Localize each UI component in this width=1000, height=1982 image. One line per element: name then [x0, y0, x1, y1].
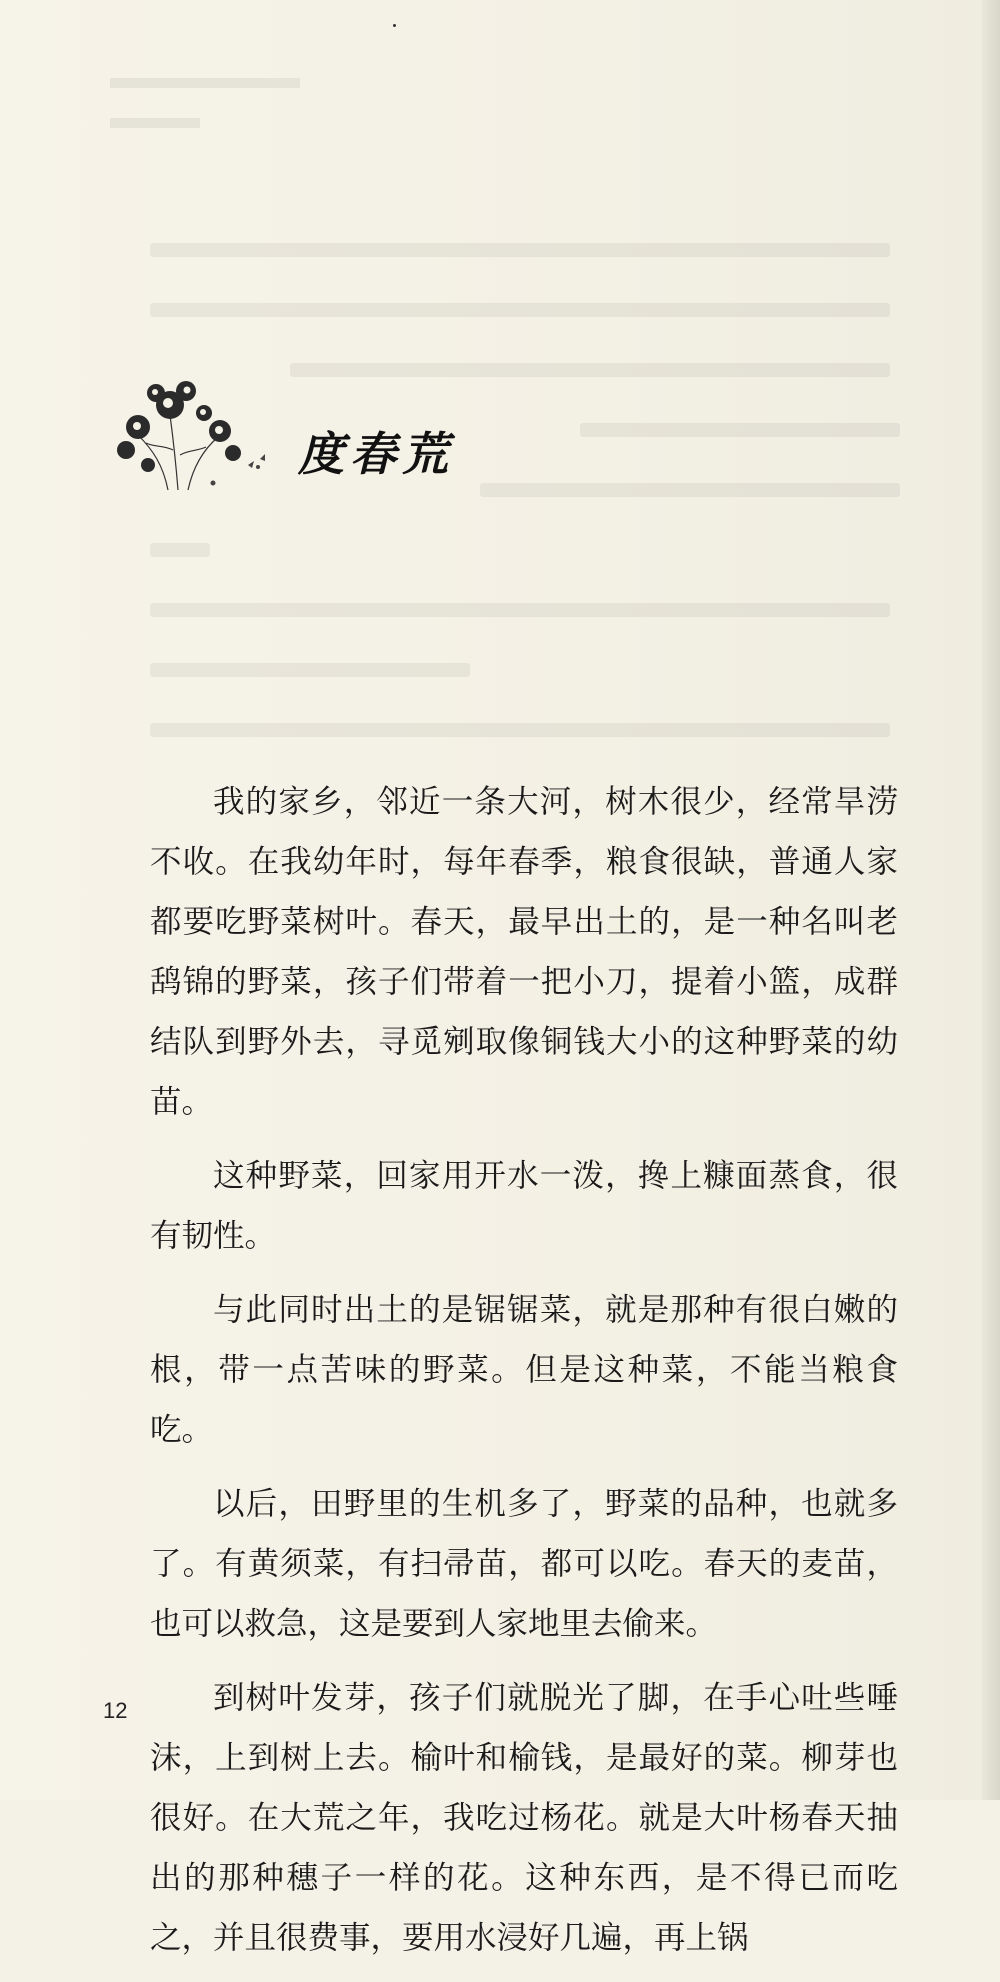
paragraph: 这种野菜，回家用开水一泼，搀上糠面蒸食，很有韧性。	[150, 1158, 898, 1254]
print-speck	[393, 24, 396, 27]
page-edge	[982, 0, 1000, 1800]
body-text	[150, 772, 898, 1982]
paragraph: 到树叶发芽，孩子们就脱光了脚，在手心吐些唾沫，上到树上去。榆叶和榆钱，是最好的菜。柳芽也很好。在大荒之年，我吃过杨花。就是大叶杨春天抽出的那种穗子一样的花。这种东西，是不得已而吃之，并且很费事，要用水浸好几遍，再上锅	[150, 1680, 898, 1956]
chapter-title: 度春荒	[298, 427, 454, 481]
page-number: 12	[103, 1698, 128, 1723]
paragraph: 与此同时出土的是锯锯菜，就是那种有很白嫩的根，带一点苦味的野菜。但是这种菜，不能当粮食吃。	[150, 1292, 898, 1448]
flower-illustration-icon	[108, 355, 278, 495]
show-through-line	[150, 723, 890, 737]
show-through-line	[150, 243, 890, 257]
show-through-line	[150, 543, 210, 557]
show-through-line	[150, 603, 890, 617]
show-through-line	[580, 423, 900, 437]
show-through-line	[150, 303, 890, 317]
show-through-line	[290, 363, 890, 377]
show-through-line	[150, 663, 470, 677]
paragraph: 以后，田野里的生机多了，野菜的品种，也就多了。有黄须菜，有扫帚苗，都可以吃。春天的麦苗，也可以救急，这是要到人家地里去偷来。	[150, 1486, 898, 1642]
paragraph: 我的家乡，邻近一条大河，树木很少，经常旱涝不收。在我幼年时，每年春季，粮食很缺，普通人家都要吃野菜树叶。春天，最早出土的，是一种名叫老鸹锦的野菜，孩子们带着一把小刀，提着小篮，成群结队到野外去，寻觅剜取像铜钱大小的这种野菜的幼苗。	[150, 784, 898, 1120]
show-through-line	[480, 483, 900, 497]
show-through-header	[110, 118, 200, 128]
show-through-header	[110, 78, 300, 88]
